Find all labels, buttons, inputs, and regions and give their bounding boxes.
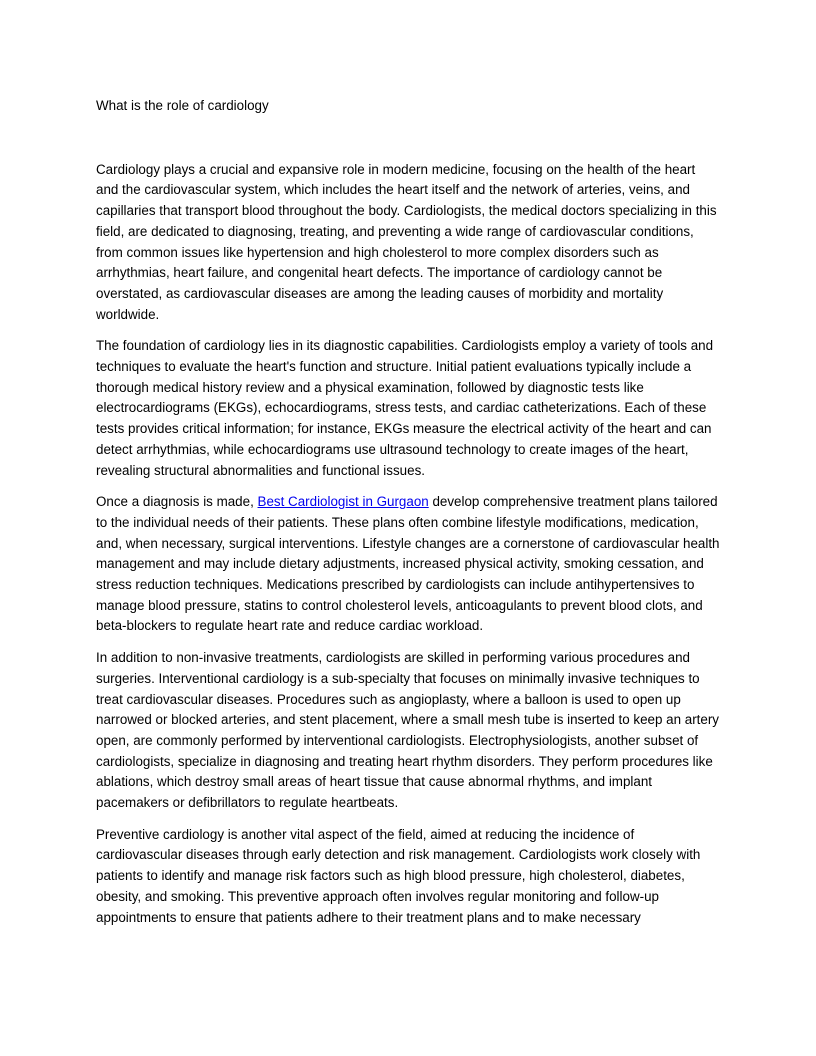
paragraph-treatment-rest: develop comprehensive treatment plans tailored to the individual needs of their patients. These plans often combine lifestyle modifications, medication, and, when necessary, surgical interventions. Lifestyle changes are a cornerstone of cardiovascular health management and may include dietary adjustments, increased physical activity, smoking cessation, and stress reduction techniques. Medications prescribed by cardiologists can include antihypertensives to manage blood pressure, statins to control cholesterol levels, anticoagulants to prevent blood clots, and beta-blockers to regulate heart rate and reduce cardiac workload. (96, 494, 720, 634)
paragraph-treatment-lead: Once a diagnosis is made, (96, 494, 258, 510)
paragraph-intro: Cardiology plays a crucial and expansive role in modern medicine, focusing on the health of the heart and the cardiovascular system, which includes the heart itself and the network of arteries, veins, and capillaries that transport blood throughout the body. Cardiologists, the medical doctors specializing in this field, are dedicated to diagnosing, treating, and preventing a wide range of cardiovascular conditions, from common issues like hypertension and high cholesterol to more complex disorders such as arrhythmias, heart failure, and congenital heart defects. The importance of cardiology cannot be overstated, as cardiovascular diseases are among the leading causes of morbidity and mortality worldwide. (96, 161, 717, 322)
paragraph-diagnostics: The foundation of cardiology lies in its diagnostic capabilities. Cardiologists employ a variety of tools and techniques to evaluate the heart's function and structure. Initial patient evaluations typically include a thorough medical history review and a physical examination, followed by diagnostic tests like electrocardiograms (EKGs), echocardiograms, stress tests, and cardiac catheterizations. Each of these tests provides critical information; for instance, EKGs measure the electrical activity of the heart and can detect arrhythmias, while echocardiograms use ultrasound technology to create images of the heart, revealing structural abnormalities and functional issues. (96, 338, 714, 478)
paragraph-procedures: In addition to non-invasive treatments, cardiologists are skilled in performing various procedures and surgeries. Interventional cardiology is a sub-specialty that focuses on minimally invasive techniques to treat cardiovascular diseases. Procedures such as angioplasty, where a balloon is used to open up narrowed or blocked arteries, and stent placement, where a small mesh tube is inserted to keep an artery open, are commonly performed by interventional cardiologists. Electrophysiologists, another subset of cardiologists, specialize in diagnosing and treating heart rhythm disorders. They perform procedures like ablations, which destroy small areas of heart tissue that cause abnormal rhythms, and implant pacemakers or defibrillators to regulate heartbeats. (96, 650, 719, 811)
paragraph-preventive: Preventive cardiology is another vital aspect of the field, aimed at reducing the incidence of cardiovascular diseases through early detection and risk management. Cardiologists work closely with patients to identify and manage risk factors such as high blood pressure, high cholesterol, diabetes, obesity, and smoking. This preventive approach often involves regular monitoring and follow-up appointments to ensure that patients adhere to their treatment plans and to make necessary (96, 826, 701, 925)
document-page (96, 96, 720, 939)
paragraph-treatment (96, 492, 720, 637)
best-cardiologist-link[interactable]: Best Cardiologist in Gurgaon (257, 494, 429, 510)
title-spacer (96, 117, 720, 160)
document-title: What is the role of cardiology (96, 98, 269, 113)
